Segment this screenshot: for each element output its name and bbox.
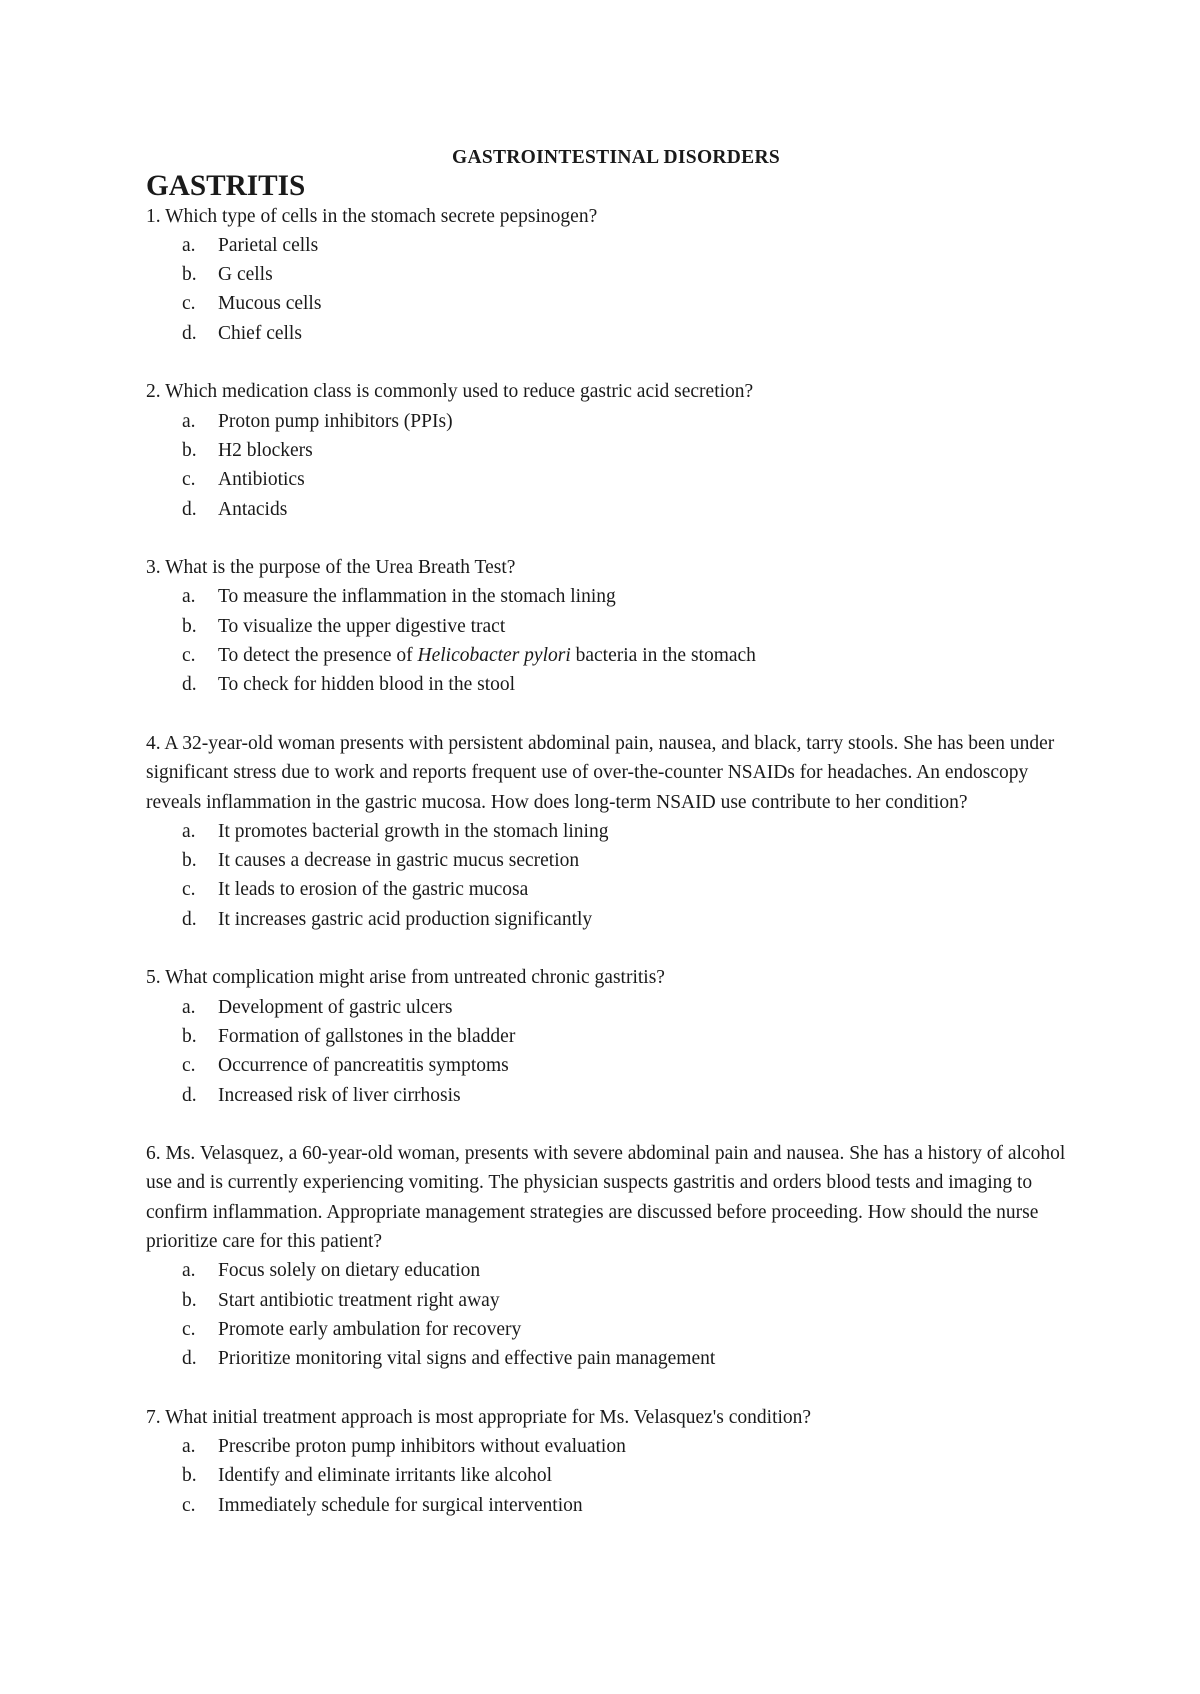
option-letter: b. (182, 615, 197, 637)
answer-option (146, 1051, 1086, 1080)
option-text: Prescribe proton pump inhibitors without evaluation (218, 1436, 626, 1458)
option-letter: b. (182, 1465, 197, 1487)
option-text: Antacids (218, 498, 288, 520)
option-letter: a. (182, 410, 196, 432)
option-letter: a. (182, 996, 196, 1018)
question-stem: 1. Which type of cells in the stomach secrete pepsinogen? (146, 205, 598, 227)
option-letter: a. (182, 1436, 196, 1458)
option-text-start: To detect the presence of (218, 645, 418, 667)
question-stem: 7. What initial treatment approach is most appropriate for Ms. Velasquez's condition? (146, 1406, 812, 1428)
option-letter: c. (182, 1055, 196, 1077)
answer-option (146, 875, 1086, 904)
answer-options (146, 817, 1086, 934)
option-letter: a. (182, 586, 196, 608)
answer-options (146, 1432, 1086, 1520)
question-7 (146, 1403, 1086, 1520)
question-stem: 5. What complication might arise from untreated chronic gastritis? (146, 967, 665, 989)
question-3 (146, 553, 1086, 699)
answer-options (146, 231, 1086, 348)
answer-option (146, 1461, 1086, 1490)
answer-option (146, 289, 1086, 318)
option-text: To check for hidden blood in the stool (218, 674, 516, 696)
answer-option (146, 1286, 1086, 1315)
option-text: Mucous cells (218, 293, 322, 315)
option-letter: c. (182, 1494, 196, 1516)
question-stem: 3. What is the purpose of the Urea Breath Test? (146, 557, 516, 579)
option-text: Increased risk of liver cirrhosis (218, 1084, 461, 1106)
answer-option (146, 1315, 1086, 1344)
answer-option (146, 319, 1086, 348)
question-5 (146, 963, 1086, 1109)
answer-option (146, 1344, 1086, 1373)
option-letter: a. (182, 820, 196, 842)
option-text: Promote early ambulation for recovery (218, 1318, 522, 1340)
option-letter: b. (182, 439, 197, 461)
answer-option (146, 670, 1086, 699)
option-text: Start antibiotic treatment right away (218, 1289, 500, 1311)
option-letter: b. (182, 850, 197, 872)
answer-option (146, 641, 1086, 670)
question-stem: 2. Which medication class is commonly used to reduce gastric acid secretion? (146, 381, 754, 403)
option-text-end: bacteria in the stomach (570, 645, 756, 667)
option-text: It increases gastric acid production significantly (218, 908, 593, 930)
option-text: To visualize the upper digestive tract (218, 615, 506, 637)
option-letter: d. (182, 322, 197, 344)
option-letter: d. (182, 1348, 197, 1370)
question-6 (146, 1139, 1086, 1373)
option-text: It causes a decrease in gastric mucus secretion (218, 850, 580, 872)
option-text: Focus solely on dietary education (218, 1260, 481, 1282)
question-4 (146, 729, 1086, 934)
option-text: Development of gastric ulcers (218, 996, 453, 1018)
organism-name: Helicobacter pylori (417, 645, 571, 667)
answer-option (146, 846, 1086, 875)
question-stem: 6. Ms. Velasquez, a 60-year-old woman, presents with severe abdominal pain and nausea. She has a history of alcohol use and is currently experiencing vomiting. The physician suspects gastritis and orders blood tests and imaging to confirm inflammation. Appropriate management strategies are discussed before proceeding. How should the nurse prioritize care for this patient? (146, 1143, 1066, 1252)
answer-options (146, 407, 1086, 524)
question-stem: 4. A 32-year-old woman presents with persistent abdominal pain, nausea, and black, tarry stools. She has been under significant stress due to work and reports frequent use of over-the-counter NSAIDs for headaches. An endoscopy reveals inflammation in the gastric mucosa. How does long-term NSAID use contribute to her condition? (146, 732, 1055, 813)
answer-options (146, 1256, 1086, 1373)
option-letter: c. (182, 293, 196, 315)
answer-option (146, 495, 1086, 524)
option-text: Identify and eliminate irritants like alcohol (218, 1465, 553, 1487)
option-text: It leads to erosion of the gastric mucosa (218, 879, 529, 901)
question-1 (146, 202, 1086, 348)
option-letter: c. (182, 879, 196, 901)
answer-option (146, 993, 1086, 1022)
option-text: G cells (218, 264, 273, 286)
document-title: GASTROINTESTINAL DISORDERS (451, 147, 781, 168)
answer-option (146, 465, 1086, 494)
answer-option (146, 817, 1086, 846)
option-letter: d. (182, 498, 197, 520)
option-letter: d. (182, 674, 197, 696)
answer-options (146, 993, 1086, 1110)
option-letter: b. (182, 264, 197, 286)
option-text: Formation of gallstones in the bladder (218, 1025, 516, 1047)
document-page (146, 143, 1086, 1520)
option-letter: c. (182, 469, 196, 491)
answer-option (146, 612, 1086, 641)
option-letter: a. (182, 234, 196, 256)
option-letter: c. (182, 645, 196, 667)
option-text: Immediately schedule for surgical intervention (218, 1494, 583, 1516)
option-letter: a. (182, 1260, 196, 1282)
option-text: Chief cells (218, 322, 302, 344)
answer-option (146, 436, 1086, 465)
option-text: It promotes bacterial growth in the stomach lining (218, 820, 609, 842)
answer-option (146, 905, 1086, 934)
option-letter: d. (182, 908, 197, 930)
answer-option (146, 407, 1086, 436)
answer-options (146, 582, 1086, 699)
answer-option (146, 1491, 1086, 1520)
option-letter: d. (182, 1084, 197, 1106)
answer-option (146, 1022, 1086, 1051)
option-text: Proton pump inhibitors (PPIs) (218, 410, 453, 432)
answer-option (146, 1256, 1086, 1285)
answer-option (146, 582, 1086, 611)
option-text: Prioritize monitoring vital signs and effective pain management (218, 1348, 716, 1370)
option-letter: b. (182, 1025, 197, 1047)
answer-option (146, 1432, 1086, 1461)
section-heading: GASTRITIS (146, 170, 306, 203)
option-text: H2 blockers (218, 439, 313, 461)
answer-option (146, 231, 1086, 260)
option-text: Antibiotics (218, 469, 305, 491)
option-letter: c. (182, 1318, 196, 1340)
option-text: Occurrence of pancreatitis symptoms (218, 1055, 509, 1077)
option-letter: b. (182, 1289, 197, 1311)
option-text: To measure the inflammation in the stomach lining (218, 586, 616, 608)
question-2 (146, 377, 1086, 523)
answer-option (146, 260, 1086, 289)
answer-option (146, 1081, 1086, 1110)
option-text: Parietal cells (218, 234, 319, 256)
